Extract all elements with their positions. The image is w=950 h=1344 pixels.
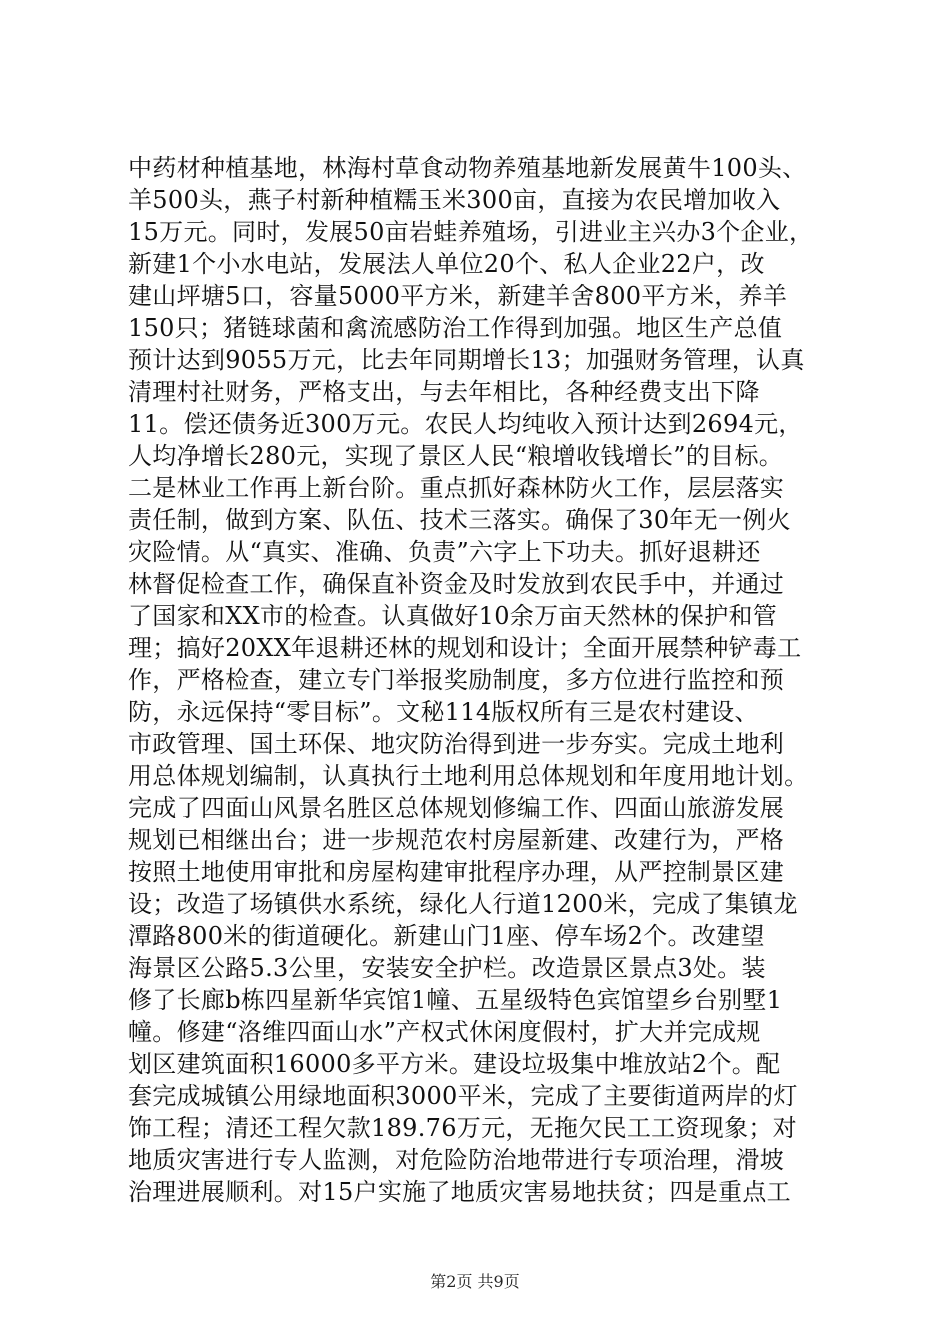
- text-line: 海景区公路5.3公里，安装安全护栏。改造景区景点3处。装: [128, 954, 766, 982]
- text-line: 幢。修建“洛维四面山水”产权式休闲度假村，扩大并完成规: [128, 1018, 761, 1046]
- body-text: [128, 152, 858, 1208]
- text-line: 人均净增长280元，实现了景区人民“粮增收钱增长”的目标。: [128, 442, 784, 470]
- text-line: 林督促检查工作，确保直补资金及时发放到农民手中，并通过: [128, 570, 785, 598]
- text-line: 理；搞好20XX年退耕还林的规划和设计；全面开展禁种铲毒工: [128, 634, 802, 662]
- text-line: 规划已相继出台；进一步规范农村房屋新建、改建行为，严格: [128, 826, 785, 854]
- text-line: 地质灾害进行专人监测，对危险防治地带进行专项治理，滑坡: [128, 1146, 785, 1174]
- text-line: 按照土地使用审批和房屋构建审批程序办理，从严控制景区建: [128, 858, 785, 886]
- text-line: 潭路800米的街道硬化。新建山门1座、停车场2个。改建望: [128, 922, 765, 950]
- text-line: 150只；猪链球菌和禽流感防治工作得到加强。地区生产总值: [128, 314, 783, 342]
- text-line: 设；改造了场镇供水系统，绿化人行道1200米，完成了集镇龙: [128, 890, 798, 918]
- text-line: 清理村社财务，严格支出，与去年相比，各种经费支出下降: [128, 378, 760, 406]
- text-line: 修了长廊b栋四星新华宾馆1幢、五星级特色宾馆望乡台别墅1: [128, 986, 783, 1014]
- text-line: 预计达到9055万元，比去年同期增长13；加强财务管理，认真: [128, 346, 805, 374]
- text-line: 二是林业工作再上新台阶。重点抓好森林防火工作，层层落实: [128, 474, 785, 502]
- text-line: 建山坪塘5口，容量5000平方米，新建羊舍800平方米，养羊: [128, 282, 788, 310]
- page-footer: 第2页 共9页: [430, 1272, 520, 1291]
- text-line: 新建1个小水电站，发展法人单位20个、私人企业22户，改: [128, 250, 765, 278]
- text-line: 了国家和XX市的检查。认真做好10余万亩天然林的保护和管: [128, 602, 778, 630]
- text-line: 羊500头，燕子村新种植糯玉米300亩，直接为农民增加收入: [128, 186, 781, 214]
- text-line: 责任制，做到方案、队伍、技术三落实。确保了30年无一例火: [128, 506, 791, 534]
- text-line: 治理进展顺利。对15户实施了地质灾害易地扶贫；四是重点工: [128, 1178, 791, 1206]
- text-line: 防，永远保持“零目标”。文秘114版权所有三是农村建设、: [128, 698, 759, 726]
- text-line: 用总体规划编制，认真执行土地利用总体规划和年度用地计划。: [128, 762, 809, 790]
- text-line: 套完成城镇公用绿地面积3000平米，完成了主要街道两岸的灯: [128, 1082, 798, 1110]
- text-line: 划区建筑面积16000多平方米。建设垃圾集中堆放站2个。配: [128, 1050, 781, 1078]
- text-line: 灾险情。从“真实、准确、负责”六字上下功夫。抓好退耕还: [128, 538, 761, 566]
- text-line: 市政管理、国土环保、地灾防治得到进一步夯实。完成土地利: [128, 730, 785, 758]
- text-line: 11。偿还债务近300万元。农民人均纯收入预计达到2694元，: [128, 410, 803, 438]
- text-line: 中药材种植基地，林海村草食动物养殖基地新发展黄牛100头、: [128, 154, 807, 182]
- text-line: 作，严格检查，建立专门举报奖励制度，多方位进行监控和预: [128, 666, 785, 694]
- text-line: 完成了四面山风景名胜区总体规划修编工作、四面山旅游发展: [128, 794, 785, 822]
- text-line: 15万元。同时，发展50亩岩蛙养殖场，引进业主兴办3个企业，: [128, 218, 814, 246]
- text-line: 饰工程；清还工程欠款189.76万元，无拖欠民工工资现象；对: [128, 1114, 797, 1142]
